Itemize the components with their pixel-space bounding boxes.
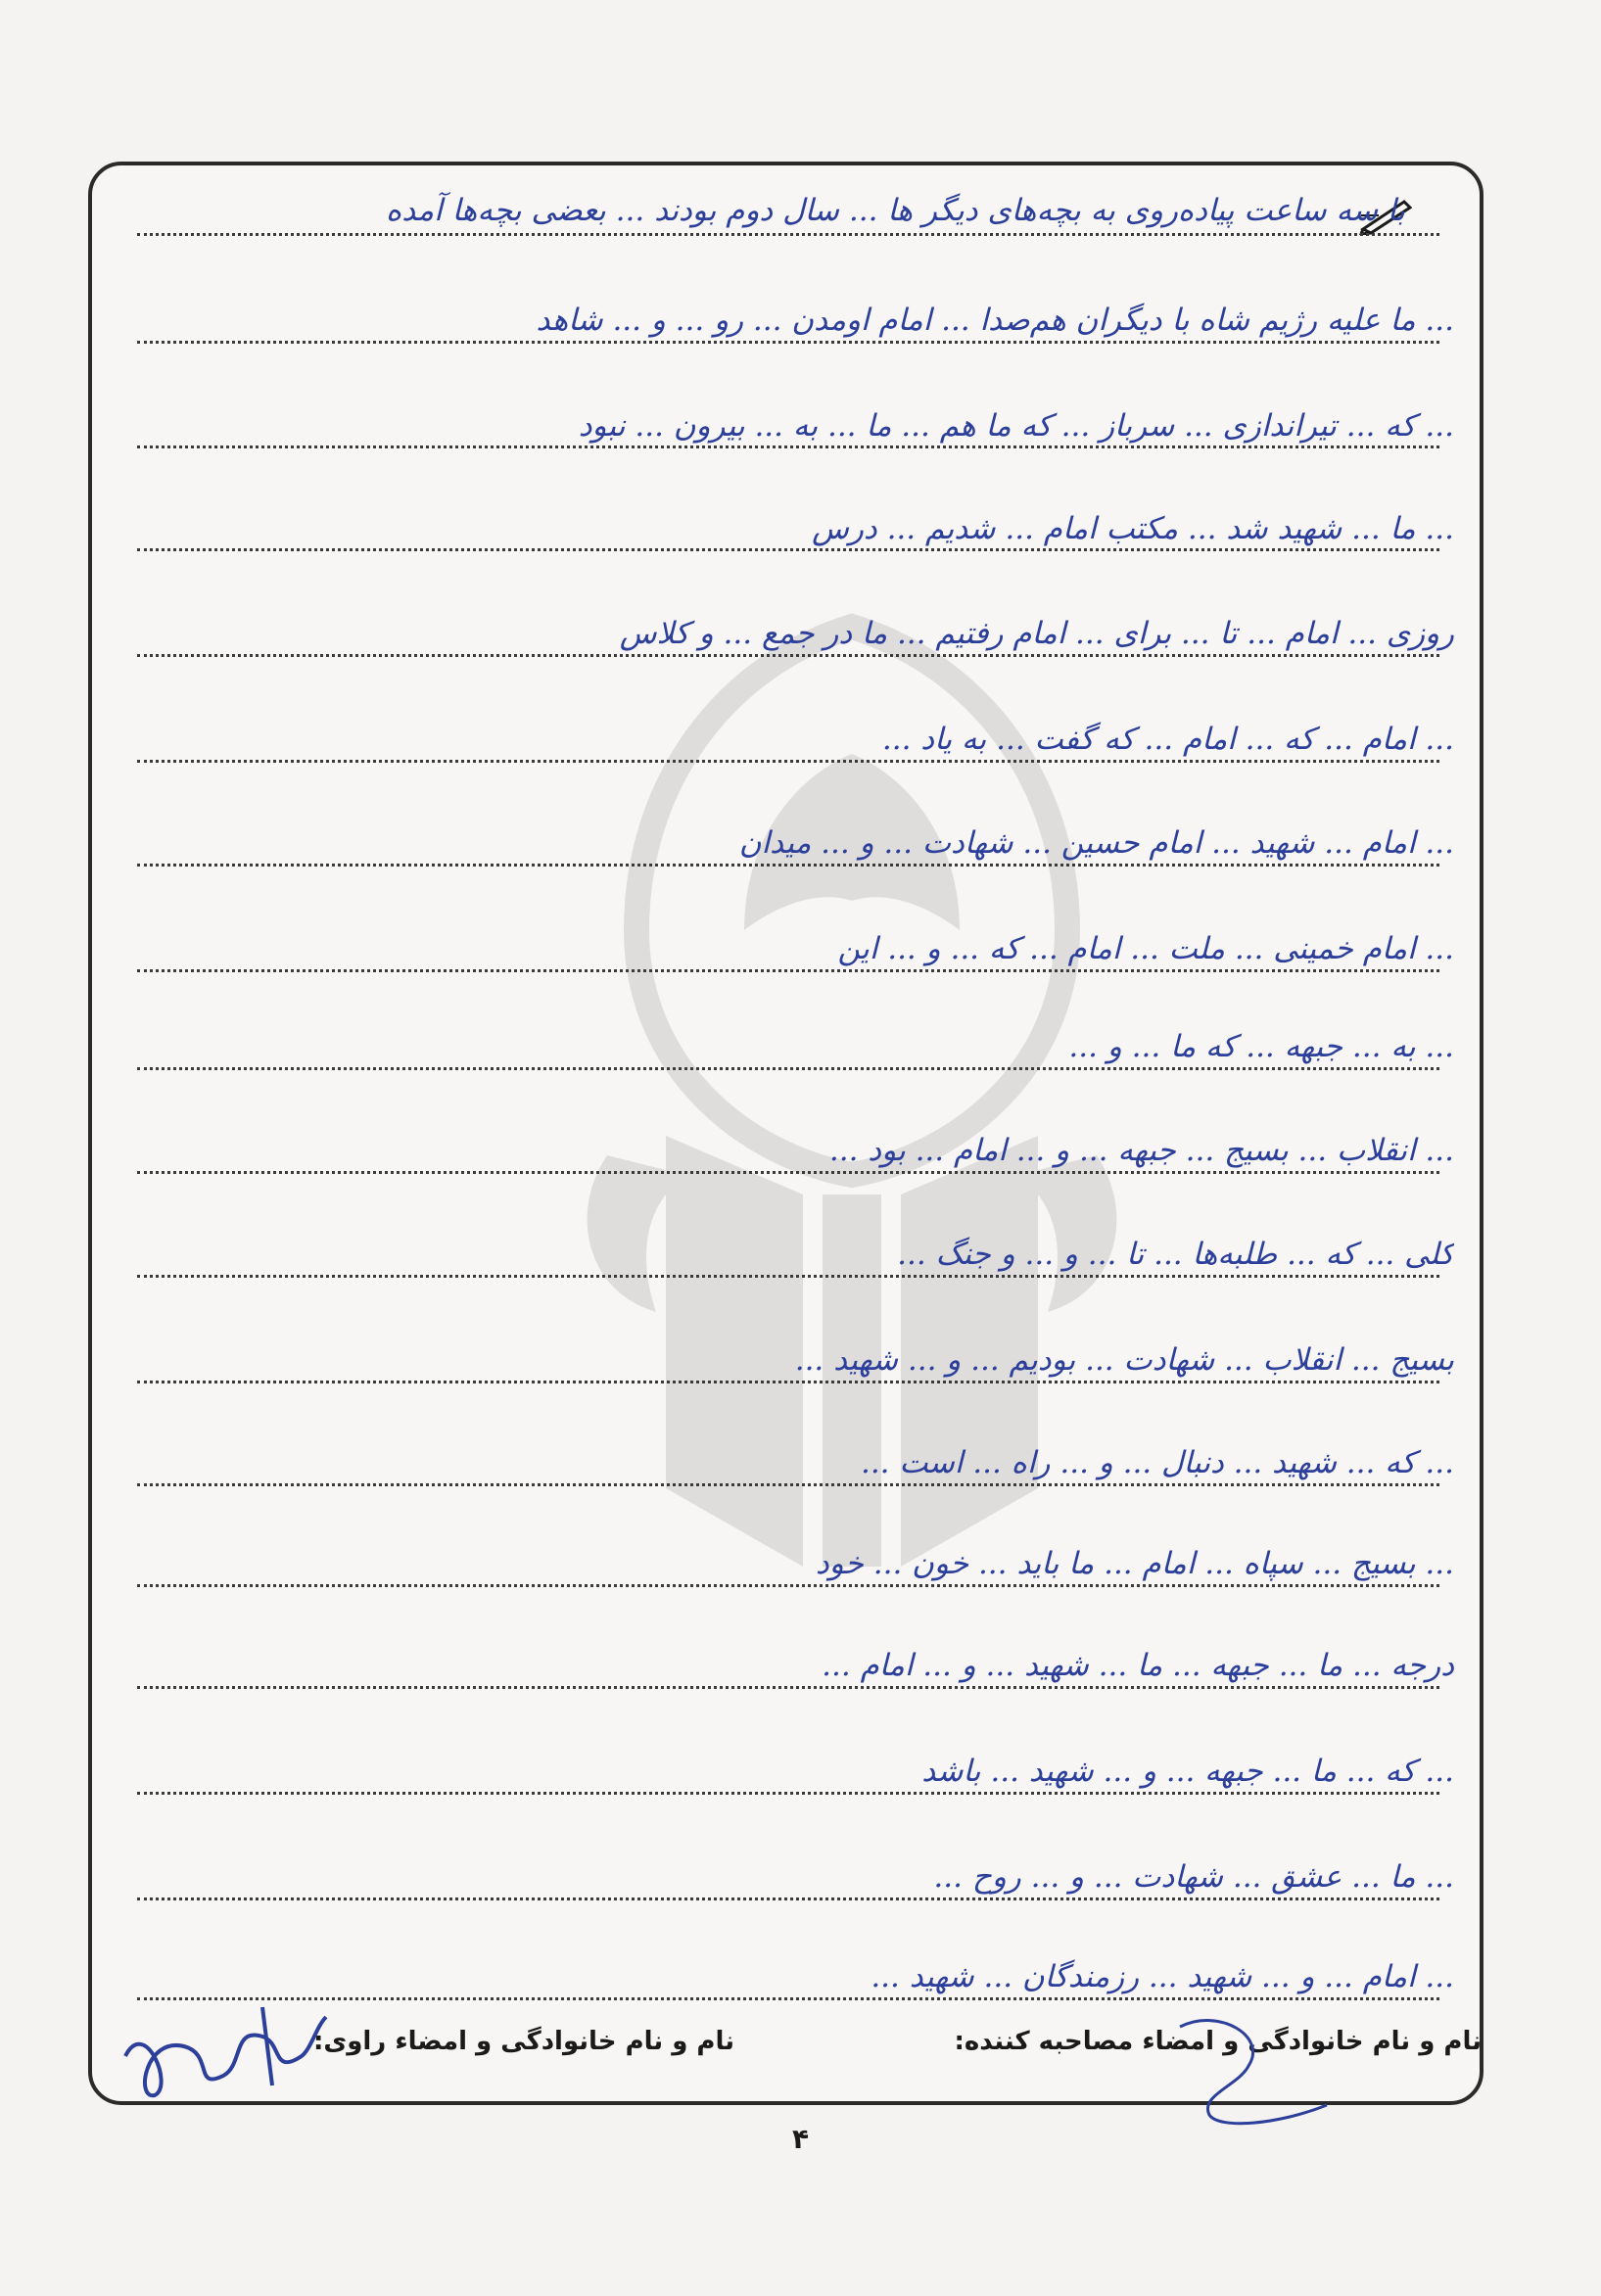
handwritten-line: ... امام ... شهید ... امام حسین ... شهادت ... و ... میدان	[738, 825, 1454, 861]
handwritten-line: ... امام خمینی ... ملت ... امام ... که ... و ... این	[837, 931, 1454, 966]
handwritten-line: با سه ساعت پیاده‌روی به بچه‌های دیگر ها ... سال دوم بودند ... بعضی بچه‌ها آمده	[386, 193, 1405, 228]
handwritten-line: ... بسیج ... سپاه ... امام ... ما باید ... خون ... خود	[815, 1546, 1454, 1581]
handwritten-line: کلی ... که ... طلبه‌ها ... تا ... و ... و جنگ ...	[897, 1237, 1454, 1272]
handwritten-line: ... امام ... و ... شهید ... رزمندگان ... شهید ...	[871, 1959, 1454, 1994]
handwritten-line: ... ما ... شهید شد ... مکتب امام ... شدیم ... درس	[812, 511, 1454, 546]
narrator-signature	[116, 1997, 331, 2105]
handwritten-line: ... به ... جبهه ... که ما ... و ...	[1068, 1029, 1454, 1064]
interviewer-signature	[1160, 1997, 1356, 2134]
handwritten-line: ... که ... تیراندازی ... سرباز ... که ما هم ... ما ... به ... بیرون ... نبود	[578, 408, 1454, 444]
interviewer-signature-label: نام و نام خانوادگی و امضاء مصاحبه کننده:	[954, 2027, 1482, 2056]
handwritten-line: ... که ... شهید ... دنبال ... و ... راه ... است ...	[860, 1445, 1454, 1480]
page-number: ۴	[791, 2123, 810, 2155]
narrator-signature-label: نام و نام خانوادگی و امضاء راوی:	[313, 2027, 734, 2056]
handwritten-line: ... که ... ما ... جبهه ... و ... شهید ... باشد	[921, 1754, 1454, 1789]
handwritten-line: بسیج ... انقلاب ... شهادت ... بودیم ... و ... شهید ...	[794, 1342, 1454, 1378]
handwritten-line: ... ما علیه رژیم شاه با دیگران هم‌صدا ... امام اومدن ... رو ... و ... شاهد	[536, 303, 1454, 338]
handwritten-line: ... انقلاب ... بسیج ... جبهه ... و ... امام ... بود ...	[828, 1133, 1454, 1168]
handwritten-line: ... امام ... که ... امام ... که گفت ... به یاد ...	[881, 722, 1454, 757]
handwritten-line: روزی ... امام ... تا ... برای ... امام رفتیم ... ما در جمع ... و کلاس	[619, 616, 1454, 651]
handwritten-line: ... ما ... عشق ... شهادت ... و ... روح ...	[933, 1859, 1454, 1895]
handwritten-line: درجه ... ما ... جبهه ... ما ... شهید ... و ... امام ...	[822, 1648, 1454, 1683]
